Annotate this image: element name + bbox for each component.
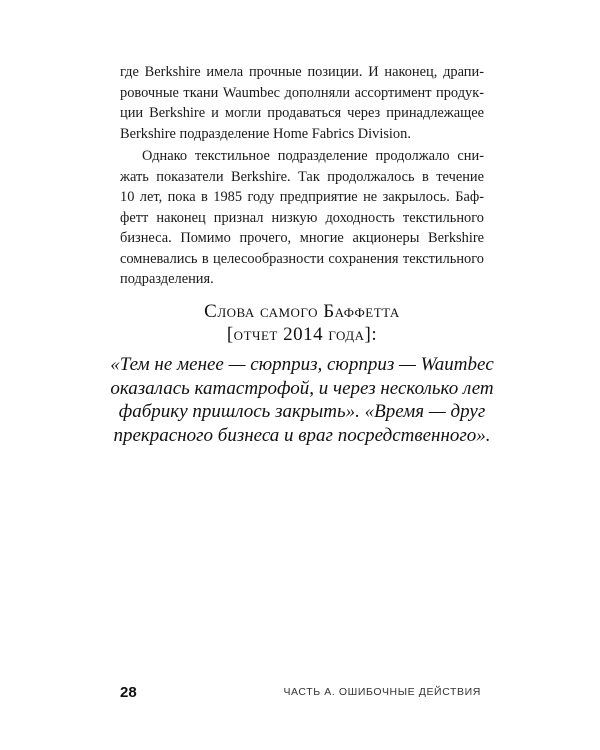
buffett-quote bbox=[110, 353, 494, 447]
section-heading-subtitle: [отчет 2014 года]: bbox=[226, 324, 378, 345]
section-heading: Слова самого Баффетта bbox=[204, 301, 400, 322]
running-title: ЧАСТЬ А. ОШИБОЧНЫЕ ДЕЙСТВИЯ bbox=[283, 686, 481, 698]
text-line: сомневались в целесообразности сохранения текстильного bbox=[120, 250, 484, 267]
text-line: Однако текстильное подразделение продолжало сни- bbox=[142, 148, 484, 164]
text-line: фетт наконец признал низкую доходность текстильного bbox=[120, 209, 484, 226]
text-line: где Berkshire имела прочные позиции. И наконец, драпи- bbox=[120, 64, 484, 80]
text-line: бизнеса. Помимо прочего, многие акционеры Berkshire bbox=[120, 230, 484, 246]
quote-line: оказалась катастрофой, и через несколько лет bbox=[110, 377, 494, 399]
text-line: Berkshire подразделение Home Fabrics Division. bbox=[120, 125, 411, 142]
text-line: жать показатели Berkshire. Так продолжалось в течение bbox=[120, 168, 484, 185]
quote-line: фабрику пришлось закрыть». «Время — друг bbox=[118, 401, 486, 422]
paragraph-1 bbox=[120, 62, 484, 144]
quote-line: прекрасного бизнеса и враг посредственного». bbox=[113, 424, 491, 446]
text-line: подразделения. bbox=[120, 271, 214, 287]
text-line: 10 лет, пока в 1985 году предприятие не закрылось. Баф- bbox=[120, 189, 484, 205]
text-line: ровочные ткани Waumbec дополняли ассортимент продук- bbox=[120, 84, 484, 101]
page-number: 28 bbox=[120, 684, 137, 701]
paragraph-2 bbox=[120, 146, 484, 290]
quote-line: «Тем не менее — сюрприз, сюрприз — Waumbec bbox=[110, 354, 494, 375]
text-line: ции Berkshire и могли продаваться через принадлежащее bbox=[120, 105, 484, 121]
